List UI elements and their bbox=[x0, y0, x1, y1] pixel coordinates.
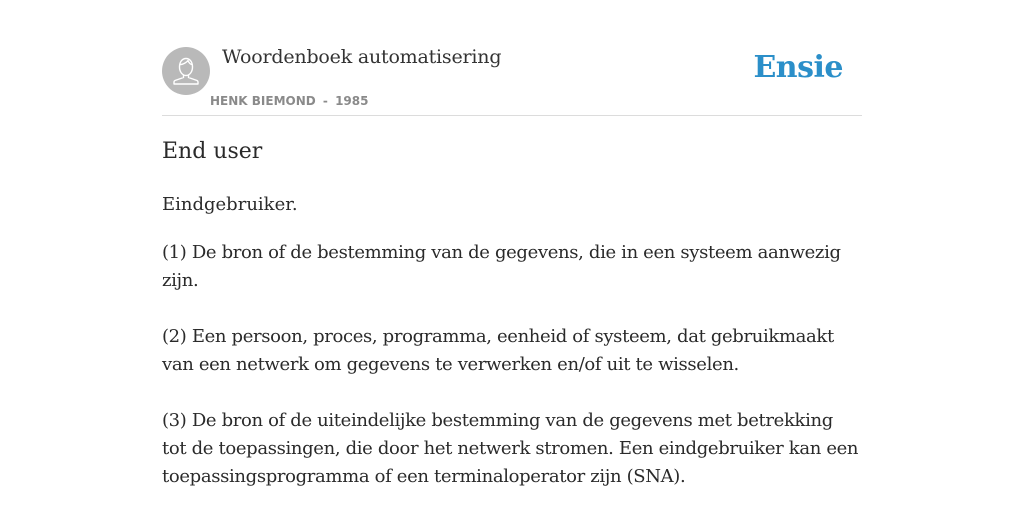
definition-paragraph: (2) Een persoon, proces, programma, eenheid of systeem, dat gebruikmaakt van een netwerk om gegevens te verwerken en/of uit te wisselen. bbox=[162, 326, 834, 375]
entry-translation: Eindgebruiker. bbox=[162, 194, 298, 215]
definition-paragraph: (3) De bron of de uiteindelijke bestemming van de gegevens met betrekking tot de toepassingen, die door het netwerk stromen. Een eindgebruiker kan een toepassingsprogramma of een terminaloperator zijn (SNA). bbox=[162, 410, 859, 487]
entry-page bbox=[162, 0, 862, 487]
author-line bbox=[210, 94, 368, 108]
author-year-separator: - bbox=[322, 94, 328, 108]
entry-term: End user bbox=[162, 139, 263, 164]
ensie-logo[interactable]: Ensie bbox=[753, 50, 843, 85]
user-avatar-icon bbox=[162, 47, 210, 95]
entry-header bbox=[162, 0, 862, 116]
definition-paragraph: (1) De bron of de bestemming van de gegevens, die in een systeem aanwezig zijn. bbox=[162, 242, 841, 291]
entry-definitions bbox=[162, 239, 862, 512]
book-title[interactable]: Woordenboek automatisering bbox=[222, 46, 502, 68]
author-name[interactable]: HENK BIEMOND bbox=[210, 94, 316, 108]
publication-year: 1985 bbox=[335, 94, 369, 108]
